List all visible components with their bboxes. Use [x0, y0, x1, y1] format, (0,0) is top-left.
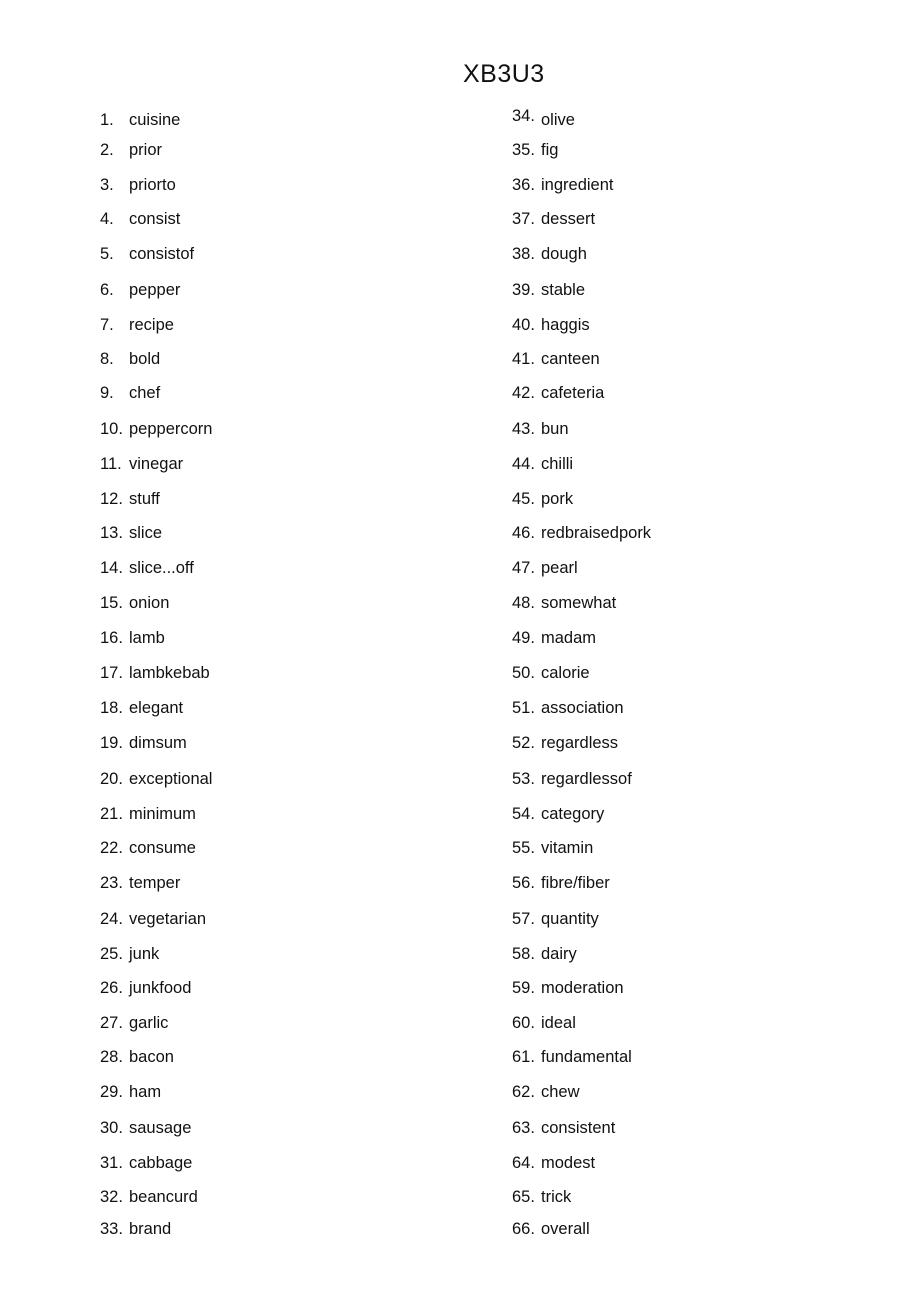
item-number: 4. [100, 210, 114, 228]
item-word: madam [541, 629, 597, 647]
item-word: consume [129, 839, 196, 857]
item-word: trick [541, 1188, 572, 1206]
item-number: 24. [100, 910, 123, 928]
item-number: 25. [100, 945, 123, 963]
item-number: 20. [100, 770, 123, 788]
item-number: 32. [100, 1188, 123, 1206]
item-word: modest [541, 1154, 596, 1172]
item-word: stuff [129, 490, 160, 508]
item-word: brand [129, 1220, 172, 1238]
item-number: 64. [512, 1154, 535, 1172]
item-word: consistof [129, 245, 195, 263]
item-number: 15. [100, 594, 123, 612]
item-word: regardless [541, 734, 619, 752]
item-number: 12. [100, 490, 123, 508]
item-word: slice...off [129, 559, 194, 577]
item-number: 19. [100, 734, 123, 752]
item-number: 43. [512, 420, 535, 438]
item-number: 50. [512, 664, 535, 682]
item-number: 34. [512, 107, 535, 125]
item-word: garlic [129, 1014, 169, 1032]
item-number: 58. [512, 945, 535, 963]
item-word: ingredient [541, 176, 614, 194]
item-word: chef [129, 384, 161, 402]
item-number: 62. [512, 1083, 535, 1101]
item-number: 44. [512, 455, 535, 473]
item-word: canteen [541, 350, 600, 368]
item-number: 9. [100, 384, 114, 402]
item-word: priorto [129, 176, 176, 194]
item-number: 11. [100, 455, 122, 473]
item-number: 18. [100, 699, 123, 717]
item-word: dairy [541, 945, 577, 963]
item-number: 66. [512, 1220, 535, 1238]
item-word: cabbage [129, 1154, 193, 1172]
item-word: pearl [541, 559, 578, 577]
item-number: 65. [512, 1188, 535, 1206]
item-number: 31. [100, 1154, 123, 1172]
item-word: consist [129, 210, 181, 228]
item-word: junk [129, 945, 160, 963]
item-number: 51. [512, 699, 535, 717]
item-word: slice [129, 524, 163, 542]
item-word: cafeteria [541, 384, 605, 402]
item-word: category [541, 805, 605, 823]
item-word: cuisine [129, 111, 181, 129]
item-word: lambkebab [129, 664, 210, 682]
item-word: calorie [541, 664, 590, 682]
item-word: onion [129, 594, 170, 612]
item-number: 52. [512, 734, 535, 752]
item-word: prior [129, 141, 163, 159]
item-word: temper [129, 874, 181, 892]
item-number: 2. [100, 141, 114, 159]
item-number: 60. [512, 1014, 535, 1032]
item-number: 6. [100, 281, 114, 299]
item-number: 55. [512, 839, 535, 857]
item-word: redbraisedpork [541, 524, 652, 542]
item-number: 30. [100, 1119, 123, 1137]
item-word: elegant [129, 699, 184, 717]
item-number: 28. [100, 1048, 123, 1066]
item-word: minimum [129, 805, 196, 823]
item-word: ideal [541, 1014, 576, 1032]
item-number: 3. [100, 176, 114, 194]
item-word: quantity [541, 910, 599, 928]
item-number: 29. [100, 1083, 123, 1101]
item-word: dessert [541, 210, 596, 228]
item-word: beancurd [129, 1188, 198, 1206]
item-word: bacon [129, 1048, 174, 1066]
item-word: sausage [129, 1119, 192, 1137]
item-word: chilli [541, 455, 574, 473]
item-word: bun [541, 420, 569, 438]
item-word: consistent [541, 1119, 616, 1137]
item-word: vegetarian [129, 910, 207, 928]
item-number: 27. [100, 1014, 123, 1032]
item-word: dimsum [129, 734, 187, 752]
item-number: 7. [100, 316, 114, 334]
item-number: 37. [512, 210, 535, 228]
page-title: XB3U3 [463, 60, 545, 88]
item-word: lamb [129, 629, 165, 647]
item-number: 45. [512, 490, 535, 508]
item-number: 39. [512, 281, 535, 299]
item-number: 23. [100, 874, 123, 892]
item-number: 42. [512, 384, 535, 402]
item-word: moderation [541, 979, 624, 997]
item-word: pepper [129, 281, 181, 299]
item-number: 33. [100, 1220, 123, 1238]
item-number: 21. [100, 805, 123, 823]
item-word: dough [541, 245, 587, 263]
item-number: 41. [512, 350, 535, 368]
item-number: 38. [512, 245, 535, 263]
item-word: association [541, 699, 624, 717]
item-word: ham [129, 1083, 162, 1101]
item-word: fundamental [541, 1048, 632, 1066]
item-word: regardlessof [541, 770, 632, 788]
item-word: fibre/fiber [541, 874, 610, 892]
item-number: 16. [100, 629, 123, 647]
item-word: haggis [541, 316, 590, 334]
item-word: pork [541, 490, 574, 508]
item-number: 46. [512, 524, 535, 542]
item-word: bold [129, 350, 161, 368]
item-word: junkfood [129, 979, 192, 997]
item-number: 22. [100, 839, 123, 857]
item-number: 47. [512, 559, 535, 577]
item-word: exceptional [129, 770, 213, 788]
item-number: 14. [100, 559, 123, 577]
item-word: chew [541, 1083, 580, 1101]
item-word: peppercorn [129, 420, 213, 438]
item-word: overall [541, 1220, 590, 1238]
item-number: 8. [100, 350, 114, 368]
item-number: 40. [512, 316, 535, 334]
item-number: 53. [512, 770, 535, 788]
item-number: 61. [512, 1048, 535, 1066]
item-number: 13. [100, 524, 123, 542]
item-word: somewhat [541, 594, 617, 612]
item-number: 36. [512, 176, 535, 194]
item-number: 49. [512, 629, 535, 647]
item-word: vitamin [541, 839, 594, 857]
item-number: 17. [100, 664, 123, 682]
item-word: stable [541, 281, 586, 299]
item-number: 59. [512, 979, 535, 997]
item-number: 1. [100, 111, 114, 129]
item-number: 57. [512, 910, 535, 928]
item-number: 63. [512, 1119, 535, 1137]
item-word: vinegar [129, 455, 184, 473]
item-number: 56. [512, 874, 535, 892]
item-number: 35. [512, 141, 535, 159]
item-number: 26. [100, 979, 123, 997]
item-word: fig [541, 141, 559, 159]
item-word: olive [541, 111, 575, 129]
item-number: 54. [512, 805, 535, 823]
item-number: 10. [100, 420, 123, 438]
item-number: 48. [512, 594, 535, 612]
item-number: 5. [100, 245, 114, 263]
item-word: recipe [129, 316, 174, 334]
